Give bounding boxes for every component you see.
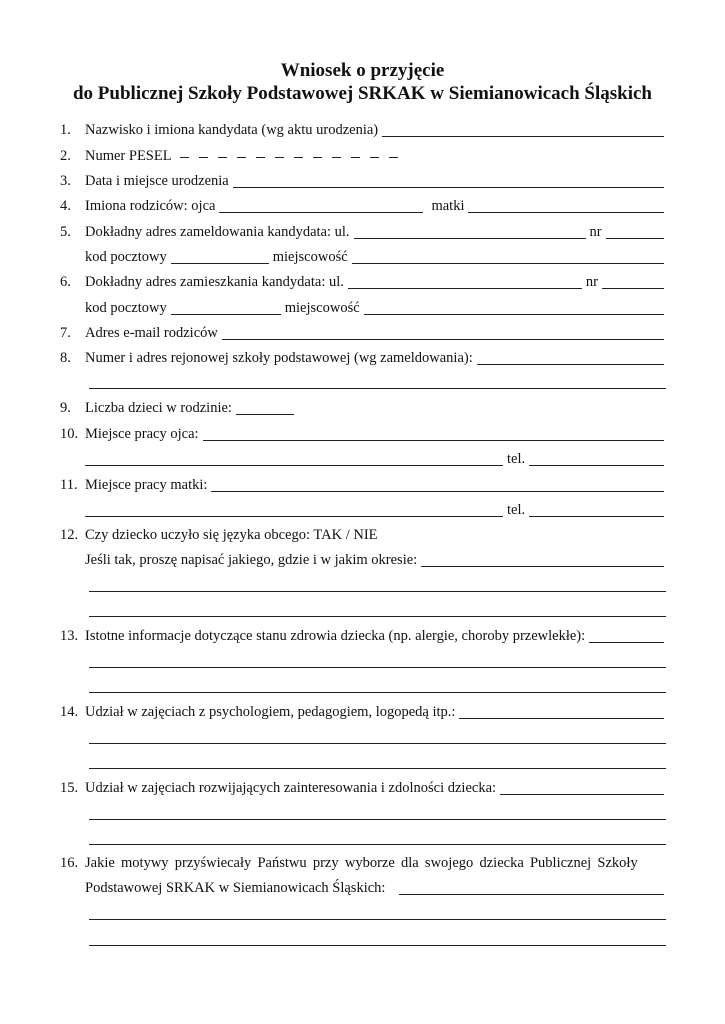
item-number: 12.	[60, 527, 79, 543]
motives-input-line-3[interactable]	[89, 945, 666, 946]
item-number: 11.	[60, 477, 78, 493]
form-subtitle: do Publicznej Szkoły Podstawowej SRKAK w Siemianowicach Śląskich	[72, 83, 652, 104]
field-row-mother-phone	[60, 500, 666, 522]
district-school-input-line-2[interactable]	[89, 388, 666, 389]
field-row-district-school	[60, 348, 666, 370]
field-row-pesel	[60, 146, 666, 168]
item-number: 7.	[60, 325, 71, 341]
field-label-residence-street: Dokładny adres zamieszkania kandydata: ul.	[85, 274, 344, 290]
registered-nr-input-line[interactable]	[606, 238, 664, 239]
specialist-classes-input-line-2[interactable]	[89, 743, 666, 744]
item-number: 10.	[60, 426, 79, 442]
field-row-specialist-classes	[60, 702, 666, 724]
field-label-registered-postal: kod pocztowy	[85, 249, 167, 265]
residence-city-input-line[interactable]	[364, 314, 664, 315]
field-row-children-count	[60, 398, 666, 420]
mother-work-input-line-2[interactable]	[85, 516, 503, 517]
item-number: 4.	[60, 198, 71, 214]
health-input-line[interactable]	[589, 642, 664, 643]
development-classes-input-line-3[interactable]	[89, 844, 666, 845]
field-label-father-phone: tel.	[507, 451, 526, 467]
field-row-health	[60, 626, 666, 648]
language-details-input-line-3[interactable]	[89, 616, 666, 617]
field-label-residence-city: miejscowość	[284, 300, 360, 316]
registered-street-input-line[interactable]	[354, 238, 586, 239]
residence-postal-input-line[interactable]	[171, 314, 281, 315]
father-work-input-line[interactable]	[203, 440, 664, 441]
field-row-foreign-language	[60, 525, 666, 547]
mother-name-input-line[interactable]	[468, 212, 664, 213]
field-row-name	[60, 120, 666, 142]
item-number: 15.	[60, 780, 79, 796]
field-row-motives	[60, 853, 666, 875]
form-title: Wniosek o przyjęcie	[280, 60, 445, 81]
residence-street-input-line[interactable]	[348, 288, 582, 289]
field-label-language-details: Jeśli tak, proszę napisać jakiego, gdzie i w jakim okresie:	[85, 552, 418, 568]
field-row-father-work	[60, 424, 666, 446]
field-label-motives: Jakie motywy przyświecały Państwu przy wyborze dla swojego dziecka Publicznej Szkoły	[85, 855, 638, 871]
mother-phone-input-line[interactable]	[529, 516, 664, 517]
field-label-birth: Data i miejsce urodzenia	[85, 173, 229, 189]
health-input-line-3[interactable]	[89, 692, 666, 693]
field-row-email	[60, 323, 666, 345]
motives-input-line-2[interactable]	[89, 919, 666, 920]
field-label-father: Imiona rodziców: ojca	[85, 198, 216, 214]
field-label-email: Adres e-mail rodziców	[85, 325, 218, 341]
field-label-children-count: Liczba dzieci w rodzinie:	[85, 400, 232, 416]
item-number: 8.	[60, 350, 71, 366]
father-work-input-line-2[interactable]	[85, 465, 503, 466]
district-school-input-line[interactable]	[477, 364, 664, 365]
father-phone-input-line[interactable]	[529, 465, 664, 466]
item-number: 6.	[60, 274, 71, 290]
field-label-registered-street: Dokładny adres zameldowania kandydata: ul.	[85, 224, 350, 240]
children-count-input-line[interactable]	[236, 414, 294, 415]
field-label-mother-phone: tel.	[507, 502, 526, 518]
field-row-language-details	[60, 550, 666, 572]
item-number: 3.	[60, 173, 71, 189]
field-label-pesel: Numer PESEL	[85, 148, 172, 164]
birth-input-line[interactable]	[233, 187, 664, 188]
field-row-motives-cont	[60, 878, 666, 900]
mother-work-input-line[interactable]	[211, 491, 664, 492]
development-classes-input-line-2[interactable]	[89, 819, 666, 820]
health-input-line-2[interactable]	[89, 667, 666, 668]
field-row-parents	[60, 196, 666, 218]
specialist-classes-input-line-3[interactable]	[89, 768, 666, 769]
email-input-line[interactable]	[222, 339, 664, 340]
field-row-registered-address	[60, 222, 666, 244]
motives-input-line[interactable]	[399, 894, 664, 895]
field-row-father-phone	[60, 449, 666, 471]
field-row-residence-address	[60, 272, 666, 294]
field-label-residence-postal: kod pocztowy	[85, 300, 167, 316]
field-label-health: Istotne informacje dotyczące stanu zdrowia dziecka (np. alergie, choroby przewlekłe):	[85, 628, 586, 644]
registered-postal-input-line[interactable]	[171, 263, 269, 264]
field-label-foreign-language: Czy dziecko uczyło się języka obcego: TAK / NIE	[85, 527, 378, 543]
item-number: 9.	[60, 400, 71, 416]
field-row-residence-postal	[60, 298, 666, 320]
item-number: 1.	[60, 122, 71, 138]
father-name-input-line[interactable]	[219, 212, 423, 213]
field-row-development-classes	[60, 778, 666, 800]
specialist-classes-input-line[interactable]	[459, 718, 664, 719]
item-number: 13.	[60, 628, 79, 644]
field-label-district-school: Numer i adres rejonowej szkoły podstawowej (wg zameldowania):	[85, 350, 473, 366]
registered-city-input-line[interactable]	[352, 263, 664, 264]
field-label-residence-nr: nr	[585, 274, 598, 290]
field-row-birth	[60, 171, 666, 193]
field-label-father-work: Miejsce pracy ojca:	[85, 426, 199, 442]
residence-nr-input-line[interactable]	[602, 288, 664, 289]
field-label-name: Nazwisko i imiona kandydata (wg aktu urodzenia)	[85, 122, 379, 138]
field-row-mother-work	[60, 475, 666, 497]
item-number: 16.	[60, 855, 79, 871]
name-input-line[interactable]	[382, 136, 664, 137]
item-number: 2.	[60, 148, 71, 164]
field-label-mother: matki	[431, 198, 465, 214]
development-classes-input-line[interactable]	[500, 794, 664, 795]
language-details-input-line[interactable]	[421, 566, 664, 567]
field-label-registered-city: miejscowość	[272, 249, 348, 265]
pesel-digit-blanks[interactable]	[180, 151, 408, 168]
field-label-specialist-classes: Udział w zajęciach z psychologiem, pedagogiem, logopedą itp.:	[85, 704, 456, 720]
field-label-motives-cont: Podstawowej SRKAK w Siemianowicach Śląskich:	[85, 880, 386, 896]
item-number: 14.	[60, 704, 79, 720]
item-number: 5.	[60, 224, 71, 240]
field-row-registered-postal	[60, 247, 666, 269]
language-details-input-line-2[interactable]	[89, 591, 666, 592]
field-label-registered-nr: nr	[589, 224, 602, 240]
field-label-development-classes: Udział w zajęciach rozwijających zainteresowania i zdolności dziecka:	[85, 780, 497, 796]
field-label-mother-work: Miejsce pracy matki:	[85, 477, 208, 493]
